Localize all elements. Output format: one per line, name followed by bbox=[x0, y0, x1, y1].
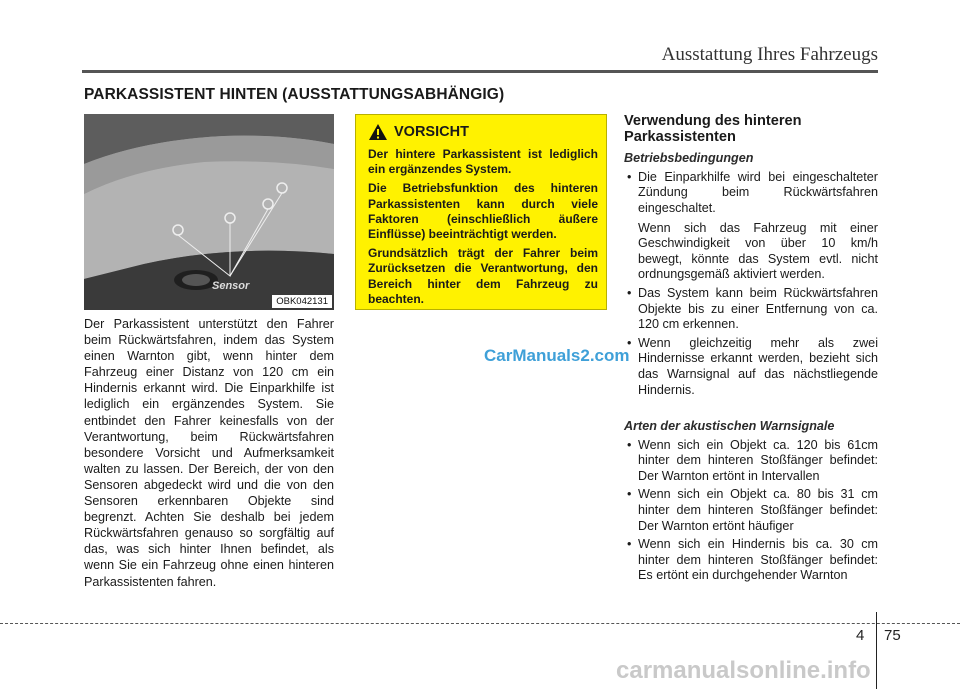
intro-paragraph: Der Parkassistent unterstützt den Fahrer beim Rückwärtsfahren, indem das System einen Warnton gibt, wenn hinter dem Fahrzeug einer Distanz von 120 cm ein Hindernis erkannt wird. Die Einparkhilfe ist lediglich ein ergänzendes System. Sie entbindet den Fahrer keinesfalls von der Verantwortung, beim Rückwärtsfahren besondere Vorsicht und Aufmerksamkeit walten zu lassen. Der Bereich, der von den Sensoren abgedeckt wird und die von den Sensoren erkennbaren Objekte sind begrenzt. Achten Sie deshalb bei jedem Rückwärtsfahren genauso so sorgfältig auf das, was sich hinter Ihnen befindet, als wenn Sie ein Fahrzeug ohne einen hinteren Parkassistenten fahren. bbox=[84, 317, 334, 589]
list-item-text: Das System kann beim Rückwärtsfahren Objekte bis zu einer Entfernung von ca. 120 cm erkennen. bbox=[638, 285, 878, 332]
conditions-list bbox=[624, 170, 878, 398]
list-item bbox=[624, 537, 878, 584]
watermark-link[interactable]: CarManuals2.com bbox=[484, 346, 630, 365]
right-column bbox=[624, 114, 878, 587]
warning-triangle-icon bbox=[368, 123, 388, 141]
list-item-text: Wenn sich ein Hindernis bis ca. 30 cm hinter dem hinteren Stoßfänger befindet: Es ertönt ein durchgehender Warnton bbox=[638, 537, 878, 583]
header-rule bbox=[82, 70, 878, 73]
caution-box bbox=[355, 114, 607, 310]
list-item-text: Wenn gleichzeitig mehr als zwei Hindernisse erkannt werden, bezieht sich das Warnsignal auf das nächstliegende Hindernis. bbox=[638, 335, 878, 397]
caution-title: VORSICHT bbox=[394, 124, 469, 140]
caution-paragraph: Der hintere Parkassistent ist lediglich ein ergänzendes System. bbox=[368, 147, 598, 177]
list-item bbox=[624, 336, 878, 398]
chapter-number: 4 bbox=[856, 627, 865, 644]
list-item bbox=[624, 170, 878, 283]
caution-header bbox=[368, 123, 469, 141]
list-item bbox=[624, 286, 878, 333]
signals-heading: Arten der akustischen Warnsignale bbox=[624, 419, 835, 434]
sensor-label: Sensor bbox=[212, 280, 250, 292]
caution-paragraph: Die Betriebsfunktion des hinteren Parkassistenten kann durch viele Faktoren (einschließlich äußere Einflüsse) beeinträchtigt werden. bbox=[368, 181, 598, 242]
list-item-text: Wenn sich ein Objekt ca. 80 bis 31 cm hinter dem hinteren Stoßfänger befindet: Der Warnton ertönt häufiger bbox=[638, 487, 878, 533]
footer-divider bbox=[876, 612, 877, 689]
signals-list bbox=[624, 438, 878, 584]
caution-body bbox=[368, 147, 598, 311]
list-item bbox=[624, 487, 878, 534]
watermark-bottom: carmanualsonline.info bbox=[616, 657, 871, 684]
footer-rule bbox=[0, 623, 960, 624]
section-title: PARKASSISTENT HINTEN (AUSSTATTUNGSABHÄNGIG) bbox=[84, 86, 505, 103]
list-item-note: Wenn sich das Fahrzeug mit einer Geschwindigkeit von über 10 km/h bewegt, könnte das System evtl. nicht ordnungsgemäß aktiviert werden. bbox=[638, 220, 878, 282]
list-item bbox=[624, 438, 878, 485]
caution-paragraph: Grundsätzlich trägt der Fahrer beim Zurücksetzen die Verantwortung, den Bereich hinter dem Fahrzeug zu beachten. bbox=[368, 246, 598, 306]
list-item-text: Wenn sich ein Objekt ca. 120 bis 61cm hinter dem hinteren Stoßfänger befindet: Der Warnton ertönt in Intervallen bbox=[638, 437, 878, 483]
usage-title: Verwendung des hinteren Parkassistenten bbox=[624, 113, 802, 145]
car-rear-illustration bbox=[84, 114, 334, 310]
list-item-text: Die Einparkhilfe wird bei eingeschalteter Zündung beim Rückwärtsfahren eingeschaltet. bbox=[638, 169, 878, 215]
figure-code: OBK042131 bbox=[272, 295, 332, 308]
page-number: 75 bbox=[884, 627, 901, 644]
conditions-heading: Betriebsbedingungen bbox=[624, 151, 754, 166]
header-title: Ausstattung Ihres Fahrzeugs bbox=[661, 44, 878, 65]
rear-bumper-photo bbox=[84, 114, 334, 310]
